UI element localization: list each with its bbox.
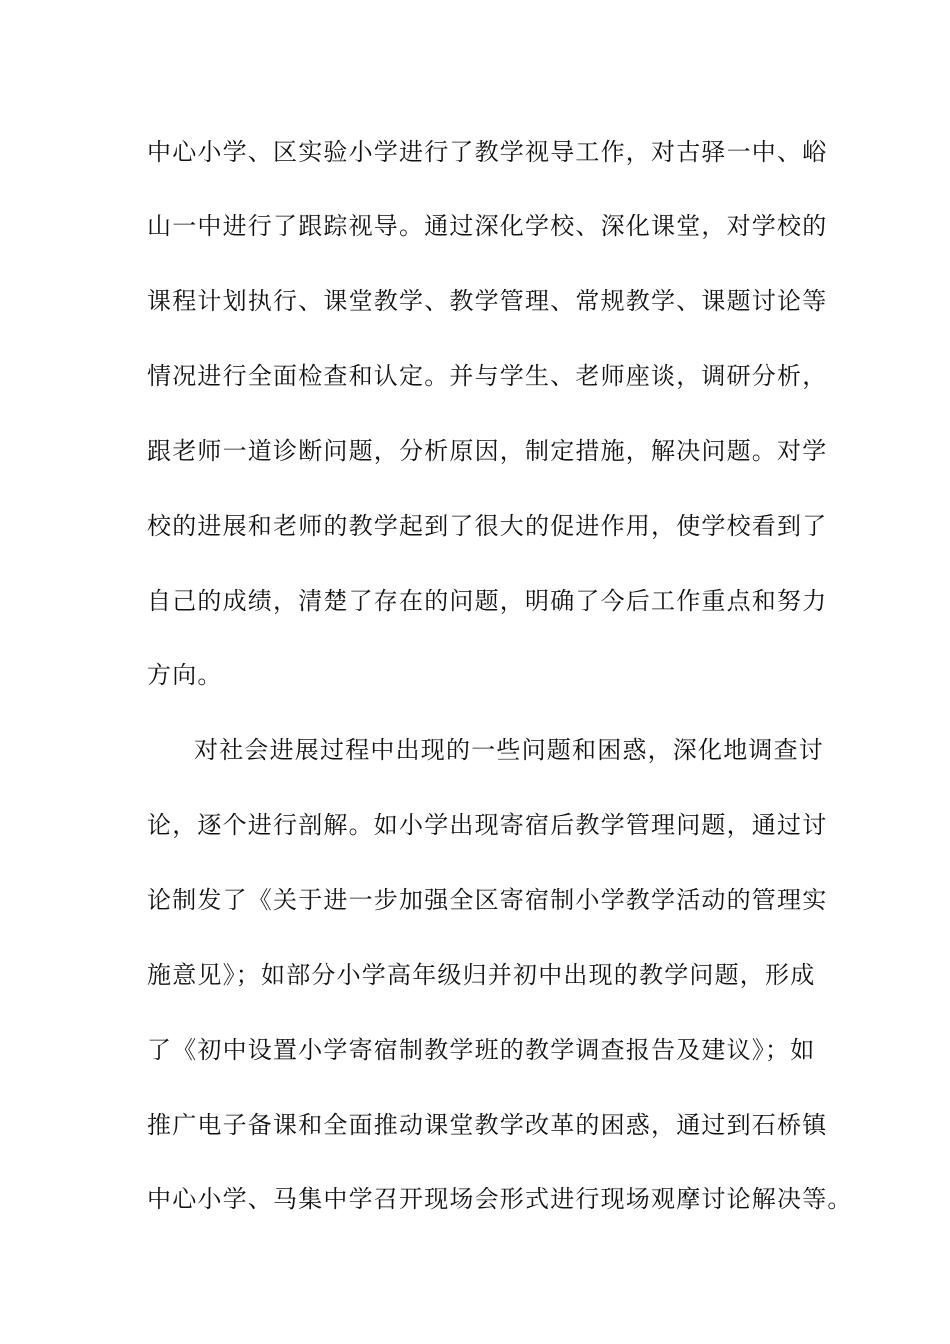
- text-line-13: 了《初中设置小学寄宿制教学班的教学调查报告及建议》；如: [147, 1036, 816, 1064]
- text-line-10: 论，逐个进行剖解。如小学出现寄宿后教学管理问题，通过讨: [147, 811, 828, 839]
- text-line-1: 中心小学、区实验小学进行了教学视导工作，对古驿一中、峪: [147, 138, 828, 166]
- text-line-8: 方向。: [147, 661, 223, 689]
- paragraph-2-first-line: 对社会进展过程中出现的一些问题和困惑，深化地调查讨: [194, 736, 824, 764]
- text-line-15: 中心小学、马集中学召开现场会形式进行现场观摩讨论解决等。: [147, 1185, 853, 1213]
- text-line-14: 推广电子备课和全面推动课堂教学改革的困惑，通过到石桥镇: [147, 1111, 828, 1139]
- text-line-2: 山一中进行了跟踪视导。通过深化学校、深化课堂，对学校的: [147, 212, 828, 240]
- text-line-4: 情况进行全面检查和认定。并与学生、老师座谈，调研分析，: [147, 362, 828, 390]
- text-line-11: 论制发了《关于进一步加强全区寄宿制小学教学活动的管理实: [147, 886, 828, 914]
- text-line-3: 课程计划执行、课堂教学、教学管理、常规教学、课题讨论等: [147, 287, 828, 315]
- text-line-6: 校的进展和老师的教学起到了很大的促进作用，使学校看到了: [147, 512, 828, 540]
- text-line-7: 自己的成绩，清楚了存在的问题，明确了今后工作重点和努力: [147, 587, 828, 615]
- text-line-12: 施意见》；如部分小学高年级归并初中出现的教学问题，形成: [147, 961, 816, 989]
- text-line-5: 跟老师一道诊断问题，分析原因，制定措施，解决问题。对学: [147, 437, 828, 465]
